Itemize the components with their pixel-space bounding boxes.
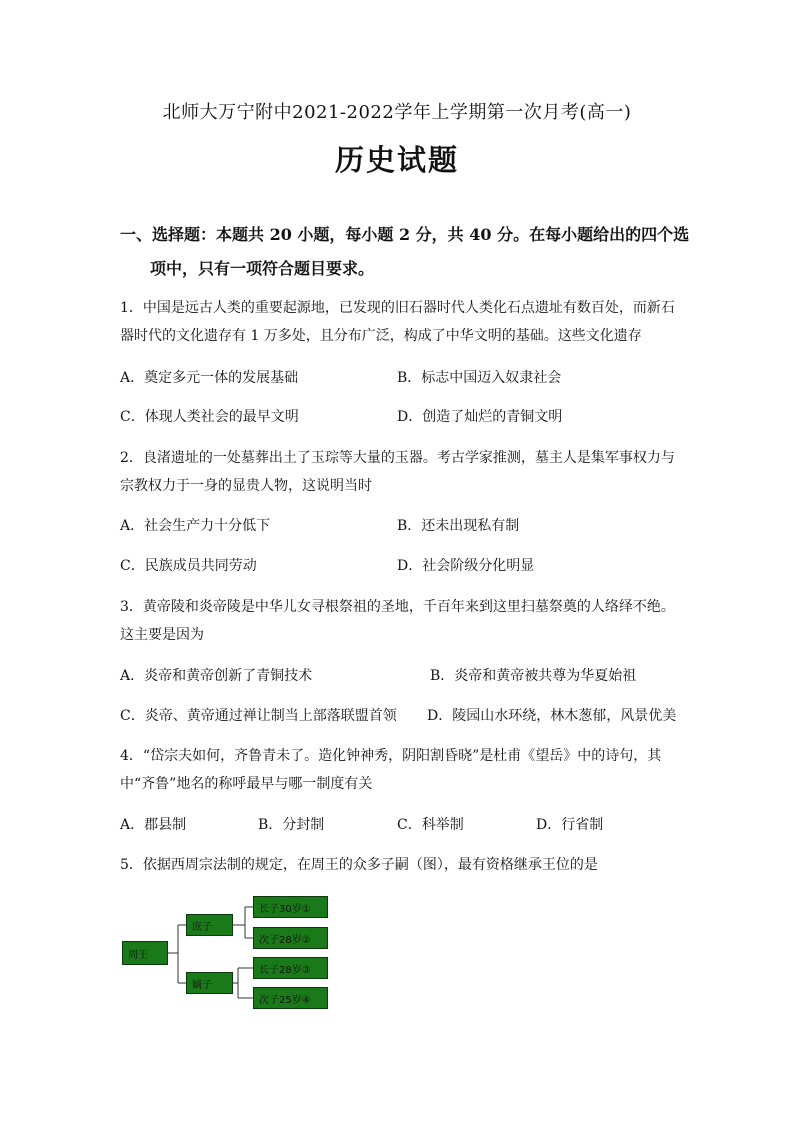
question-2-option-a[interactable]: A．社会生产力十分低下: [120, 518, 271, 534]
question-4-option-d[interactable]: D．行省制: [536, 817, 604, 833]
question-3-option-d[interactable]: D．陵园山水环绕，林木葱郁，风景优美: [427, 708, 677, 724]
connector-root: [168, 925, 186, 983]
question-2-option-c[interactable]: C．民族成员共同劳动: [120, 558, 257, 574]
question-3-line1: 3．黄帝陵和炎帝陵是中华儿女寻根祭祖的圣地，千百年来到这里扫墓祭奠的人络绎不绝。: [120, 599, 675, 615]
node-zhouwang: 周王: [122, 941, 168, 965]
question-5-line1: 5．依据西周宗法制的规定，在周王的众多子嗣（图），最有资格继承王位的是: [120, 857, 598, 873]
node-leaf-4: 次子25岁④: [253, 987, 328, 1009]
section-heading-line1: 一、选择题：本题共 20 小题，每小题 2 分，共 40 分。在每小题给出的四个选: [120, 225, 690, 244]
node-leaf-2: 次子28岁②: [253, 927, 328, 949]
question-4-option-a[interactable]: A．郡县制: [120, 817, 187, 833]
question-3-line2: 这主要是因为: [120, 627, 204, 643]
question-3-option-a[interactable]: A．炎帝和黄帝创新了青铜技术: [120, 668, 313, 684]
question-2-line1: 2．良渚遗址的一处墓葬出土了玉琮等大量的玉器。考古学家推测，墓主人是集军事权力与: [120, 450, 675, 466]
question-3-option-c[interactable]: C．炎帝、黄帝通过禅让制当上部落联盟首领: [120, 708, 397, 724]
section-heading-line2: 项中，只有一项符合题目要求。: [150, 259, 375, 278]
question-1-option-a[interactable]: A．奠定多元一体的发展基础: [120, 370, 299, 386]
node-dizi: 嫡子: [186, 972, 233, 994]
question-1-option-b[interactable]: B．标志中国迈入奴隶社会: [397, 370, 562, 386]
connector-shuzi: [233, 907, 253, 938]
question-2-option-d[interactable]: D．社会阶级分化明显: [397, 558, 535, 574]
question-4-line2: 中“齐鲁”地名的称呼最早与哪一制度有关: [120, 776, 373, 792]
question-3-option-b[interactable]: B．炎帝和黄帝被共尊为华夏始祖: [430, 668, 637, 684]
lineage-diagram: [120, 893, 360, 1013]
node-shuzi: 庶子: [186, 914, 233, 936]
question-4-option-c[interactable]: C．科举制: [397, 817, 464, 833]
question-4-line1: 4．“岱宗夫如何，齐鲁青未了。造化钟神秀，阴阳割昏晓”是杜甫《望岳》中的诗句，其: [120, 748, 662, 764]
node-leaf-3: 长子28岁③: [253, 957, 328, 979]
question-1-option-c[interactable]: C．体现人类社会的最早文明: [120, 409, 299, 425]
connector-dizi: [233, 968, 253, 998]
page-title: 历史试题: [334, 143, 459, 177]
question-1-line1: 1．中国是远古人类的重要起源地，已发现的旧石器时代人类化石点遗址有数百处，而新石: [120, 300, 675, 316]
question-1-option-d[interactable]: D．创造了灿烂的青铜文明: [397, 409, 563, 425]
node-leaf-1: 长子30岁①: [253, 896, 328, 918]
question-2-option-b[interactable]: B．还未出现私有制: [397, 518, 520, 534]
exam-subtitle: 北师大万宁附中2021-2022学年上学期第一次月考(高一): [162, 102, 632, 123]
question-4-option-b[interactable]: B．分封制: [258, 817, 325, 833]
question-1-line2: 器时代的文化遗存有 1 万多处，且分布广泛，构成了中华文明的基础。这些文化遗存: [120, 328, 642, 344]
question-2-line2: 宗教权力于一身的显贵人物，这说明当时: [120, 478, 372, 494]
